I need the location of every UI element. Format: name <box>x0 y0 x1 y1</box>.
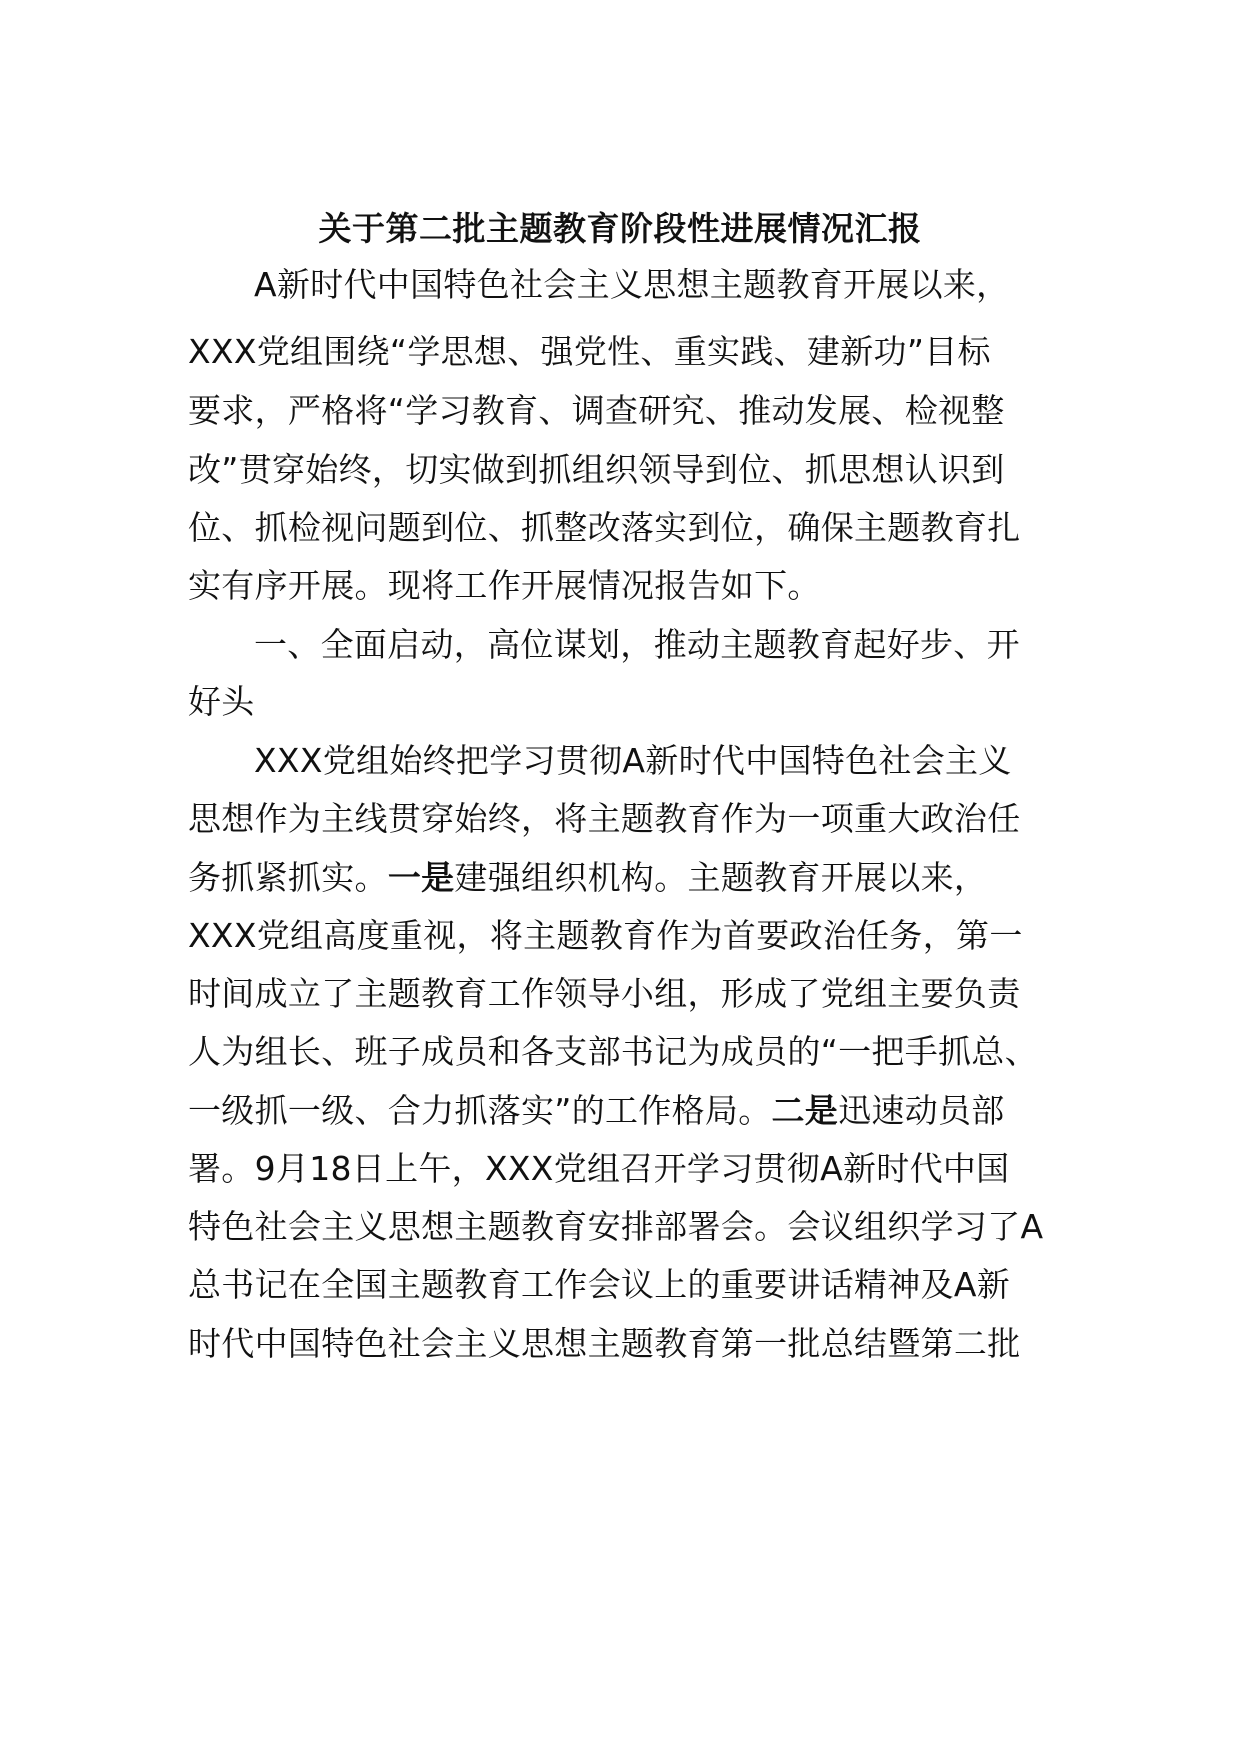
paragraph-line: 改”贯穿始终，切实做到抓组织领导到位、抓思想认识到 <box>188 450 1005 489</box>
line-text: 迅速动员部 <box>838 1091 1005 1130</box>
paragraph-line: XXX党组始终把学习贯彻A新时代中国特色社会主义 <box>254 741 1012 780</box>
paragraph-line: XXX党组围绕“学思想、强党性、重实践、建新功”目标 <box>188 332 991 371</box>
bold-marker: 一是 <box>387 858 455 897</box>
paragraph-line: A新时代中国特色社会主义思想主题教育开展以来， <box>254 265 1010 304</box>
line-text: 一级抓一级、合力抓落实”的工作格局。 <box>188 1091 772 1130</box>
paragraph-line: 人为组长、班子成员和各支部书记为成员的“一把手抓总、 <box>188 1032 1038 1071</box>
paragraph-line: 要求，严格将“学习教育、调查研究、推动发展、检视整 <box>188 391 1005 430</box>
paragraph-line: 时间成立了主题教育工作领导小组，形成了党组主要负责 <box>188 974 1021 1013</box>
bold-marker: 二是 <box>771 1091 839 1130</box>
paragraph-line: 署。9月18日上午，XXX党组召开学习贯彻A新时代中国 <box>188 1149 1010 1188</box>
paragraph-line <box>188 1078 1068 1144</box>
section-heading-line: 好头 <box>188 682 255 721</box>
section-heading-line: 一、全面启动，高位谋划，推动主题教育起好步、开 <box>254 625 1020 664</box>
paragraph-line: 总书记在全国主题教育工作会议上的重要讲话精神及A新 <box>188 1265 1011 1304</box>
paragraph-line: 特色社会主义思想主题教育安排部署会。会议组织学习了A <box>188 1207 1044 1246</box>
document-title: 关于第二批主题教育阶段性进展情况汇报 <box>318 209 922 248</box>
paragraph-line: 位、抓检视问题到位、抓整改落实到位，确保主题教育扎 <box>188 508 1021 547</box>
paragraph-line <box>188 845 1068 911</box>
paragraph-line: 思想作为主线贯穿始终，将主题教育作为一项重大政治任 <box>188 799 1021 838</box>
paragraph-line: 时代中国特色社会主义思想主题教育第一批总结暨第二批 <box>188 1324 1021 1363</box>
paragraph-line: XXX党组高度重视，将主题教育作为首要政治任务，第一 <box>188 916 1023 955</box>
line-text: 务抓紧抓实。 <box>188 858 388 897</box>
paragraph-line: 实有序开展。现将工作开展情况报告如下。 <box>188 566 821 605</box>
line-text: 建强组织机构。主题教育开展以来， <box>454 858 988 897</box>
